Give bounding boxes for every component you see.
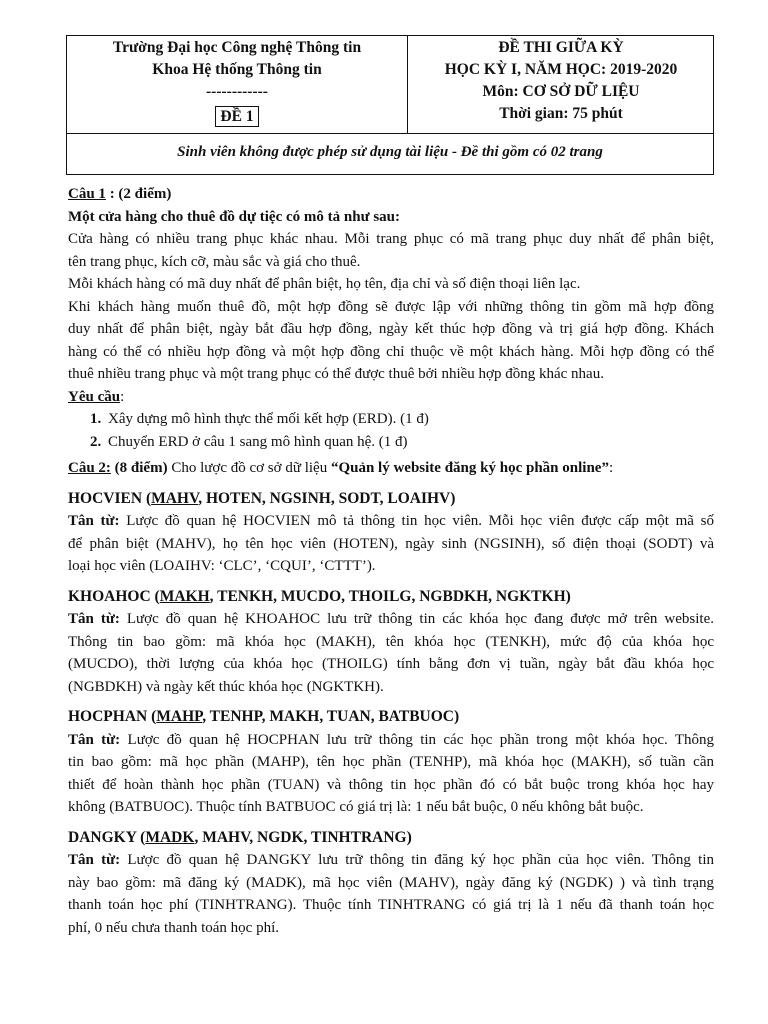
- relation-attributes: , TENHP, MAKH, TUAN, BATBUOC): [202, 708, 460, 725]
- desc-text: Lược đồ quan hệ HOCVIEN mô tả thông tin học viên. Mỗi học viên được cấp một mã số: [119, 513, 714, 529]
- desc-text: Lược đồ quan hệ HOCPHAN lưu trữ thông tin các học phần trong một khóa học. Thông: [120, 731, 715, 748]
- relation-khoahoc-schema: [68, 586, 714, 609]
- desc-text: Lược đồ quan hệ KHOAHOC lưu trữ thông tin các khóa học đang được mở trên website.: [119, 611, 714, 627]
- list-item: [68, 431, 714, 454]
- relation-khoahoc-desc-line1: [68, 608, 714, 631]
- desc-label: Tân từ:: [68, 731, 121, 748]
- q1-para1-line2: tên trang phục, kích cỡ, màu sắc và giá cho thuê.: [68, 253, 361, 270]
- exam-title: ĐỀ THI GIỮA KỲ: [498, 39, 624, 56]
- relation-primary-key: MADK: [145, 828, 195, 846]
- exam-code: ĐỀ 1: [215, 106, 258, 127]
- relation-dangky-desc-line1: [68, 849, 714, 872]
- desc-label: Tân từ:: [68, 852, 121, 868]
- q2-intro: Cho lược đồ cơ sở dữ liệu: [167, 460, 331, 476]
- q1-para3-line3: hàng có thể có nhiều hợp đồng và một hợp đồng chỉ thuộc về một khách hàng. Mỗi hợp đồng có thể: [68, 343, 714, 360]
- relation-hocphan-desc-line4: không (BATBUOC). Thuộc tính BATBUOC có giá trị là: 1 nếu bắt buộc, 0 nếu không bắt buộc.: [68, 799, 644, 815]
- relation-attributes: , HOTEN, NGSINH, SODT, LOAIHV): [198, 489, 456, 507]
- exam-code-wrap: [67, 106, 407, 127]
- relation-hocphan-desc-line1: [68, 729, 714, 752]
- relation-primary-key: MAHV: [151, 489, 199, 507]
- q1-para1-line1: Cửa hàng có nhiều trang phục khác nhau. Mỗi trang phục có mã trang phục duy nhất để phân biệt,: [68, 231, 714, 247]
- faculty-name: Khoa Hệ thống Thông tin: [152, 61, 322, 78]
- semester: HỌC KỲ I, NĂM HỌC: 2019-2020: [444, 61, 678, 78]
- q1-points: : (2 điểm): [105, 186, 172, 202]
- relation-hocvien-desc-line1: [68, 510, 714, 533]
- relation-attributes: , TENKH, MUCDO, THOILG, NGBDKH, NGKTKH): [209, 587, 571, 605]
- relation-khoahoc-desc-line3: (MUCDO), thời lượng của khóa học (THOILG) tính bằng đơn vị tuần, ngày bắt đầu khóa học: [68, 656, 714, 672]
- exam-body: [68, 183, 714, 939]
- relation-name: KHOAHOC (: [68, 587, 160, 605]
- q1-para3-line4: thuê nhiều trang phục và một trang phục có thể được thuê bởi nhiều hợp đồng khác nhau.: [68, 366, 604, 382]
- header-top-row: [67, 36, 713, 134]
- relation-attributes: , MAHV, NGDK, TINHTRANG): [194, 828, 412, 846]
- list-item-number: 2.: [90, 433, 102, 450]
- q2-points: (8 điểm): [110, 460, 168, 476]
- q1-intro: Một cửa hàng cho thuê đồ dự tiệc có mô tả như sau:: [68, 208, 401, 225]
- q1-requirements-heading: [68, 386, 714, 409]
- relation-hocphan-schema: [68, 706, 714, 729]
- exam-note: Sinh viên không được phép sử dụng tài liệu - Đề thi gồm có 02 trang: [177, 144, 603, 160]
- relation-name: HOCPHAN (: [68, 708, 157, 725]
- header-separator: ------------: [206, 83, 268, 100]
- q1-para2: Mỗi khách hàng có mã duy nhất để phân biệt, họ tên, địa chỉ và số điện thoại liên lạc.: [68, 276, 581, 292]
- q1-label: Câu 1: [68, 186, 106, 202]
- list-item-number: 1.: [90, 411, 102, 427]
- relation-primary-key: MAHP: [156, 708, 203, 725]
- q2-intro-end: :: [608, 460, 614, 476]
- desc-label: Tân từ:: [68, 611, 120, 627]
- relation-khoahoc-desc-line4: (NGBDKH) và ngày kết thúc khóa học (NGKTKH).: [68, 678, 384, 695]
- relation-name: HOCVIEN (: [68, 489, 152, 507]
- duration: Thời gian: 75 phút: [499, 105, 623, 122]
- desc-label: Tân từ:: [68, 513, 120, 529]
- list-item-text: Xây dựng mô hình thực thể mối kết hợp (ERD). (1 đ): [108, 411, 429, 427]
- q1-req-label: Yêu cầu: [68, 388, 121, 405]
- q1-heading: [68, 183, 714, 206]
- q1-para3-line2: duy nhất để phân biệt, ngày bắt đầu hợp đồng, ngày kết thúc hợp đồng và trị giá hợp đồng. Khách: [68, 321, 714, 337]
- relation-dangky-desc-line2: này bao gồm: mã đăng ký (MADK), mã học viên (MAHV), ngày đăng ký (NGDK) ) và tình trạng: [68, 874, 714, 891]
- list-item: [68, 408, 714, 431]
- relation-dangky-desc-line4: phí, 0 nếu chưa thanh toán học phí.: [68, 919, 279, 936]
- q1-para3-line1: Khi khách hàng muốn thuê đồ, một hợp đồng sẽ được lập với những thông tin gồm mã hợp đồng: [68, 298, 714, 315]
- relation-khoahoc-desc-line2: Thông tin bao gồm: mã khóa học (MAKH), tên khóa học (TENKH), mức độ của khóa học: [68, 633, 714, 650]
- header-right-cell: [408, 36, 714, 133]
- header-left-cell: [67, 36, 407, 133]
- relation-hocvien-desc-line3: loại học viên (LOAIHV: ‘CLC’, ‘CQUI’, ‘CTTT’).: [68, 558, 376, 574]
- relation-dangky-desc-line3: thanh toán học phí (TINHTRANG). Thuộc tính TINHTRANG có giá trị là 1 nếu đã thanh toán học: [68, 897, 714, 913]
- exam-header-table: [66, 35, 714, 175]
- relation-hocvien-desc-line2: để phân biệt (MAHV), họ tên học viên (HOTEN), ngày sinh (NGSINH), số điện thoại (SODT) và: [68, 535, 714, 552]
- q2-db-name: “Quản lý website đăng ký học phần online”: [330, 460, 609, 476]
- relation-dangky-schema: [68, 827, 714, 850]
- q2-heading: [68, 457, 714, 480]
- school-name: Trường Đại học Công nghệ Thông tin: [112, 39, 362, 56]
- relation-name: DANGKY (: [68, 828, 146, 846]
- q1-req-colon: :: [120, 388, 125, 405]
- q1-requirements-list: [68, 408, 714, 453]
- list-item-text: Chuyển ERD ở câu 1 sang mô hình quan hệ. (1 đ): [108, 433, 408, 450]
- relation-primary-key: MAKH: [159, 587, 210, 605]
- q2-label: Câu 2:: [68, 460, 111, 476]
- relation-hocphan-desc-line3: thiết để hoàn thành học phần (TUAN) và thông tin học phần đó có bắt buộc trong khóa học hay: [68, 776, 714, 793]
- relation-hocphan-desc-line2: tin bao gồm: mã học phần (MAHP), tên học phần (TENHP), mã khóa học (MAKH), số tuần cần: [68, 754, 714, 770]
- desc-text: Lược đồ quan hệ DANGKY lưu trữ thông tin đăng ký học phần của học viên. Thông tin: [120, 852, 714, 868]
- relation-hocvien-schema: [68, 488, 714, 511]
- subject: Môn: CƠ SỞ DỮ LIỆU: [482, 83, 640, 100]
